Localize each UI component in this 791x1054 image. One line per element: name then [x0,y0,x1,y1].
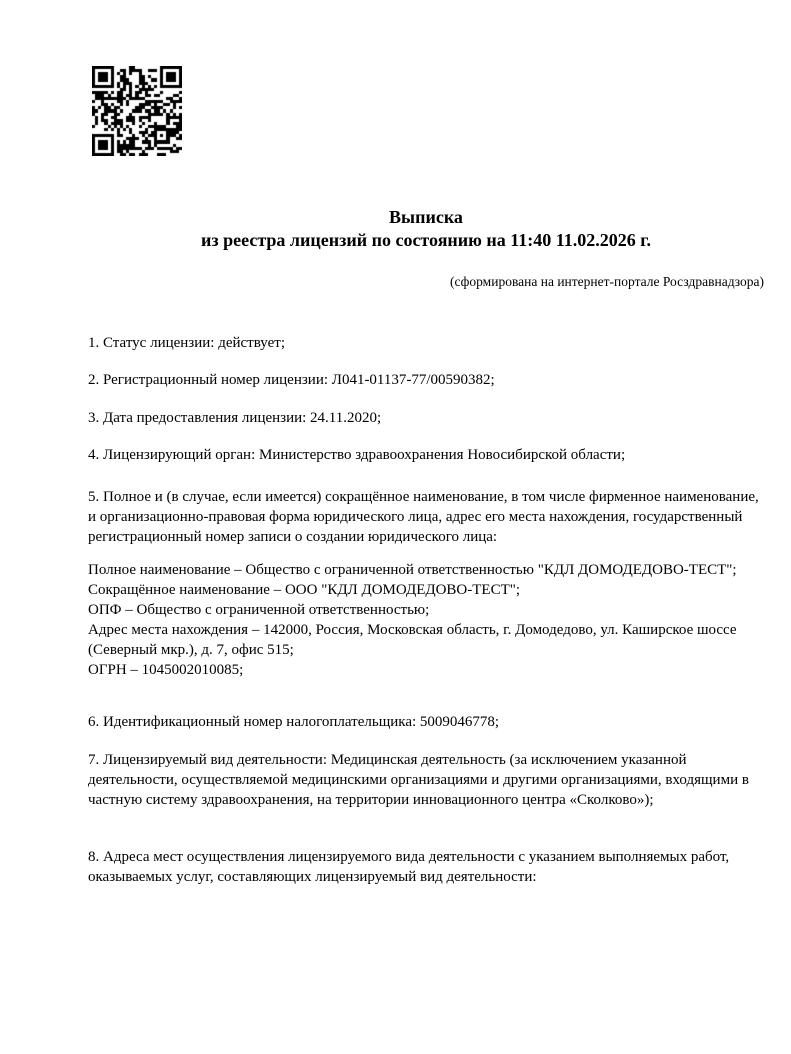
entity-address: Адрес места нахождения – 142000, Россия, Московская область, г. Домодедово, ул. Каширское шоссе (Северный мкр.), д. 7, офис 515; [88,622,737,658]
entity-full-name: Полное наименование – Общество с ограниченной ответственностью "КДЛ ДОМОДЕДОВО-ТЕСТ"; [88,562,737,578]
entity-section-intro: 5. Полное и (в случае, если имеется) сокращённое наименование, в том числе фирменное наименование, и организационно-правовая форма юридического лица, адрес его места нахождения, государственный регистрационный номер записи о создании юридического лица: [88,489,759,545]
license-registration-number: 2. Регистрационный номер лицензии: Л041-01137-77/00590382; [88,372,495,388]
document-title [88,206,764,252]
licensing-authority: 4. Лицензирующий орган: Министерство здравоохранения Новосибирской области; [88,447,626,463]
license-status: 1. Статус лицензии: действует; [88,335,285,351]
activity-addresses-intro: 8. Адреса мест осуществления лицензируемого вида деятельности с указанием выполняемых работ, оказываемых услуг, составляющих лицензируемый вид деятельности: [88,849,730,885]
entity-short-name: Сокращённое наименование – ООО "КДЛ ДОМОДЕДОВО-ТЕСТ"; [88,582,521,598]
title-line-2: из реестра лицензий по состоянию на 11:40 11.02.2026 г. [201,230,651,250]
document-subtitle: (сформирована на интернет-портале Росздравнадзора) [449,274,764,289]
license-grant-date: 3. Дата предоставления лицензии: 24.11.2020; [88,410,382,426]
entity-legal-form: ОПФ – Общество с ограниченной ответственностью; [88,602,430,618]
qr-code-icon [92,66,182,156]
entity-ogrn: ОГРН – 1045002010085; [88,662,244,678]
licensed-activity: 7. Лицензируемый вид деятельности: Медицинская деятельность (за исключением указанной деятельности, осуществляемой медицинскими организациями и другими организациями, входящими в частную систему здравоохранения, на территории инновационного центра «Сколково»); [88,752,749,808]
taxpayer-id: 6. Идентификационный номер налогоплательщика: 5009046778; [88,714,500,730]
entity-details [88,560,764,680]
title-line-1: Выписка [389,207,463,227]
